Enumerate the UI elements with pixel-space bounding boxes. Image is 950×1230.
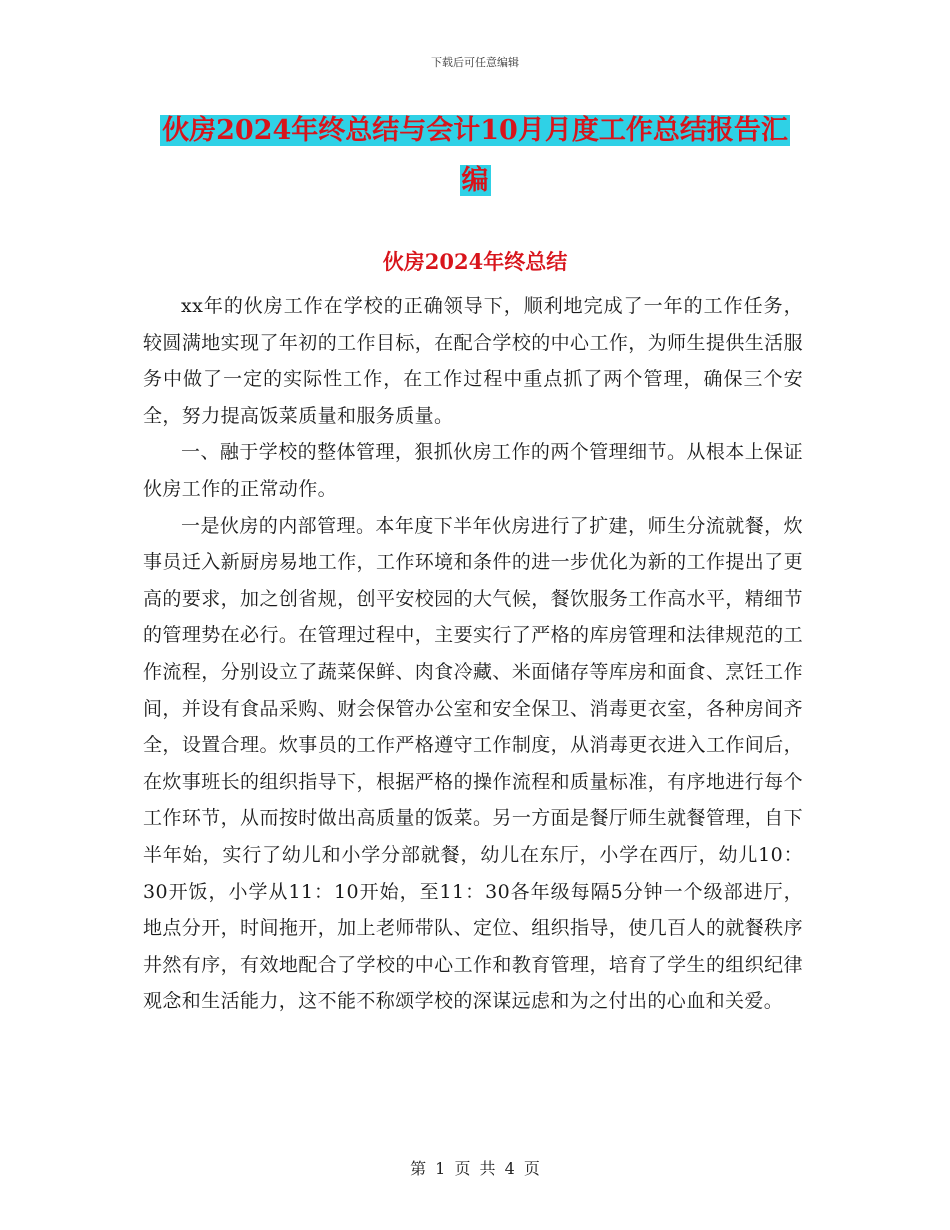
body-paragraph: 一、融于学校的整体管理，狠抓伙房工作的两个管理细节。从根本上保证伙房工作的正常动作。 bbox=[143, 441, 803, 500]
document-title bbox=[0, 106, 950, 206]
body-paragraph: 一是伙房的内部管理。本年度下半年伙房进行了扩建，师生分流就餐，炊事员迁入新厨房易地工作，工作环境和条件的进一步优化为新的工作提出了更高的要求，加之创省规，创平安校园的大气候，餐饮服务工作高水平，精细节的管理势在必行。在管理过程中，主要实行了严格的库房管理和法律规范的工作流程，分别设立了蔬菜保鲜、肉食冷藏、米面储存等库房和面食、烹饪工作间，并设有食品采购、财会保管办公室和安全保卫、消毒更衣室，各种房间齐全，设置合理。炊事员的工作严格遵守工作制度，从消毒更衣进入工作间后，在炊事班长的组织指导下，根据严格的操作流程和质量标准，有序地进行每个工作环节，从而按时做出高质量的饭菜。另一方面是餐厅师生就餐管理，自下半年始，实行了幼儿和小学分部就餐，幼儿在东厅，小学在西厅，幼儿10：30开饭，小学从11：10开始，至11：30各年级每隔5分钟一个级部进厅，地点分开，时间拖开，加上老师带队、定位、组织指导，使几百人的就餐秩序井然有序，有效地配合了学校的中心工作和教育管理，培育了学生的组织纪律观念和生活能力，这不能不称颂学校的深谋远虑和为之付出的心血和关爱。 bbox=[143, 514, 803, 1013]
page-footer-number: 第 1 页 共 4 页 bbox=[410, 1159, 540, 1178]
page-header-note: 下载后可任意编辑 bbox=[431, 56, 519, 69]
document-body bbox=[143, 288, 803, 1020]
section-title: 伙房2024年终总结 bbox=[382, 249, 568, 274]
document-title-line-1: 伙房2024年终总结与会计10月月度工作总结报告汇 bbox=[162, 115, 788, 146]
body-paragraph: xx年的伙房工作在学校的正确领导下，顺利地完成了一年的工作任务，较圆满地实现了年初的工作目标，在配合学校的中心工作，为师生提供生活服务中做了一定的实际性工作，在工作过程中重点抓了两个管理，确保三个安全，努力提高饭菜质量和服务质量。 bbox=[143, 295, 803, 427]
document-title-line-2: 编 bbox=[461, 165, 489, 196]
